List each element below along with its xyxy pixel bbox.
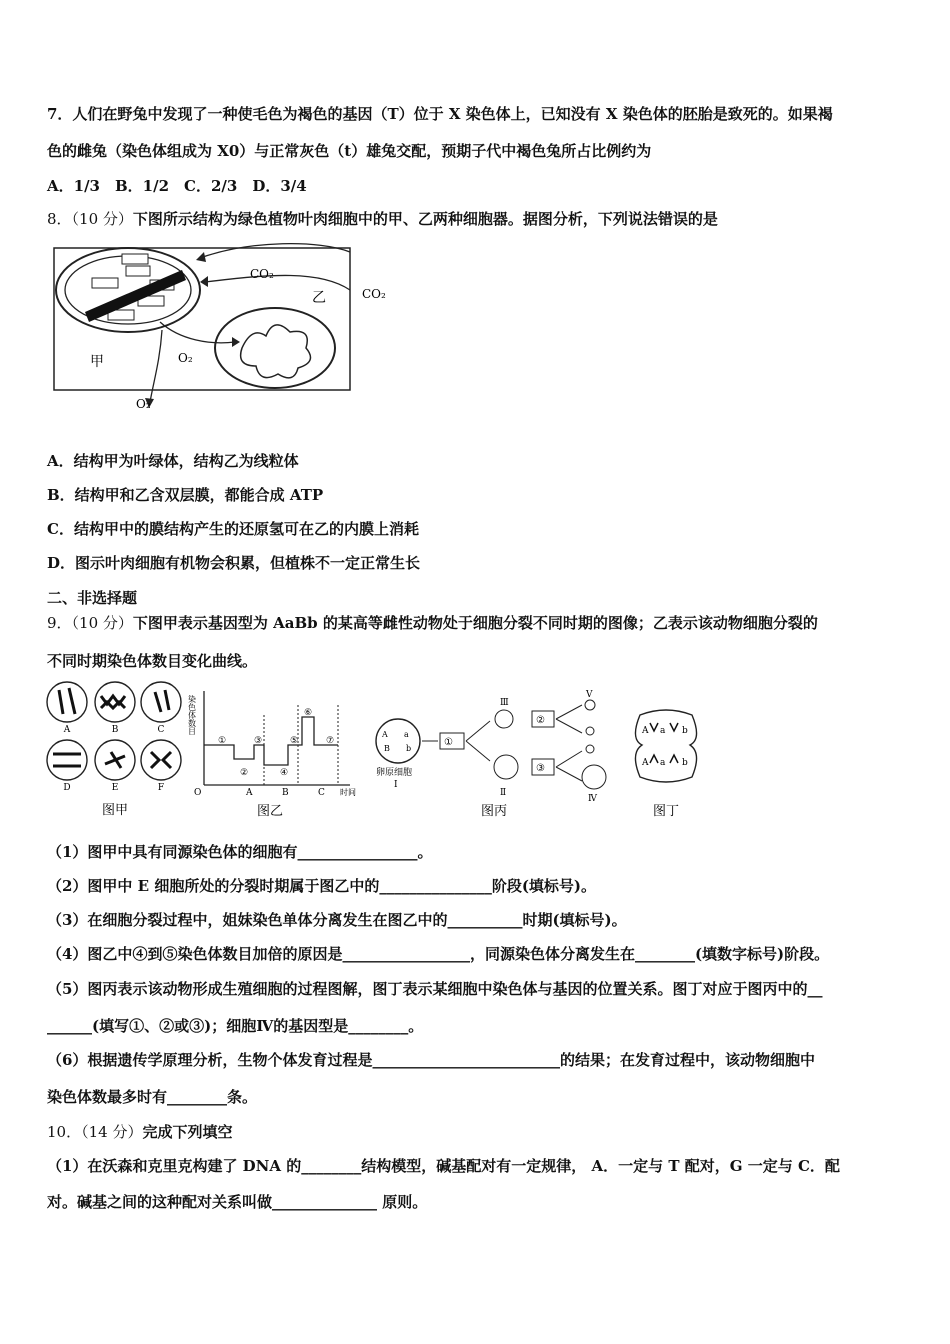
stage-1: ①	[218, 736, 227, 746]
origin-label: O	[194, 788, 202, 798]
numeral-III: Ⅲ	[500, 698, 509, 708]
q10-stem	[47, 1121, 232, 1142]
fig-yi	[187, 685, 370, 820]
ding-gene-b1: b	[682, 726, 688, 736]
q9-sub4: （4）图乙中④到⑤染色体数目加倍的原因是_________________，同源染色体分离发生在________(填数字标号)阶段。	[47, 945, 830, 963]
step1-label: ①	[444, 737, 453, 748]
q9-sub5: （5）图丙表示该动物形成生殖细胞的过程图解，图丁表示某细胞中染色体与基因的位置关系。图丁对应于图丙中的__	[47, 980, 823, 998]
o2-arrow-to-mito	[160, 322, 235, 343]
fig-label-jia: 甲	[90, 354, 104, 370]
cell-c	[141, 682, 181, 722]
branch-arrows	[466, 721, 490, 761]
ding-gene-a2: a	[660, 758, 666, 768]
cell-a	[47, 682, 87, 722]
output-arrows	[556, 705, 582, 781]
stage-4: ④	[280, 768, 289, 778]
phase-a: A	[246, 788, 253, 798]
cell-b	[95, 682, 135, 722]
x-label: 时间	[340, 788, 356, 797]
ding-gene-A1: A	[642, 726, 649, 736]
q9-number: 9．（10 分）	[47, 614, 133, 632]
stage-6: ⑥	[304, 708, 313, 718]
label-f: F	[157, 783, 165, 793]
q10-sub1-cont: 对。碱基之间的这种配对关系叫做______________ 原则。	[47, 1193, 428, 1211]
label-a: A	[63, 725, 71, 735]
q9-stem-text: 下图甲表示基因型为 AaBb 的某高等雌性动物处于细胞分裂不同时期的图像；乙表示该动物细胞分裂的	[132, 614, 818, 632]
numeral-V: Ⅴ	[586, 690, 593, 700]
q10-stem-text: 完成下列填空	[142, 1123, 233, 1141]
fig-jia	[45, 680, 185, 820]
phase-b: B	[282, 788, 289, 798]
gene-a: a	[404, 730, 409, 739]
q8-number: 8．（10 分）	[47, 210, 133, 228]
cell-V	[585, 700, 595, 710]
mitochondrion-cristae	[241, 325, 311, 378]
label-d: D	[63, 783, 71, 793]
q10-number: 10．（14 分）	[47, 1123, 143, 1141]
o2-arrow-out	[150, 330, 162, 402]
q8-stem	[47, 208, 718, 229]
stage-3: ③	[254, 736, 263, 746]
gene-A: A	[382, 730, 388, 739]
phase-c: C	[318, 788, 325, 798]
numeral-IV: Ⅳ	[588, 794, 597, 804]
fig-ding	[630, 705, 705, 820]
caption-yi: 图乙	[256, 804, 284, 819]
caption-jia: 图甲	[101, 803, 129, 818]
y-label: 染色体数目	[187, 695, 197, 735]
label-c: C	[157, 725, 165, 735]
q8-option-b: B．结构甲和乙含双层膜，都能合成 ATP	[47, 486, 324, 504]
cell-III	[495, 710, 513, 728]
q7-line2: 色的雌兔（染色体组成为 X0）与正常灰色（t）雄兔交配，预期子代中褐色兔所占比例约为	[47, 142, 652, 160]
q7-line1: 7．人们在野兔中发现了一种使毛色为褐色的基因（T）位于 X 染色体上，已知没有 X 染色体的胚胎是致死的。如果褐	[47, 105, 833, 123]
gene-B: B	[384, 744, 390, 753]
stage-5: ⑤	[290, 736, 299, 746]
q9-sub2: （2）图甲中 E 细胞所处的分裂时期属于图乙中的_______________阶段(填标号)。	[47, 877, 597, 895]
label-e: E	[111, 783, 119, 793]
numeral-I: Ⅰ	[394, 780, 398, 790]
q10-sub1: （1）在沃森和克里克构建了 DNA 的________结构模型，碱基配对有一定规律， A．一定与 T 配对，G 一定与 C．配	[47, 1157, 840, 1175]
co2-arrowhead-1	[196, 252, 206, 262]
q8-organelle-figure	[50, 240, 400, 415]
q8-option-d: D．图示叶肉细胞有机物会积累，但植株不一定正常生长	[47, 554, 421, 572]
co2-arrowhead-2	[200, 276, 208, 287]
stage-2: ②	[240, 768, 249, 778]
co2-arrow-1	[200, 244, 350, 258]
q7-options: A．1/3 B．1/2 C．2/3 D．3/4	[47, 177, 307, 195]
q9-sub5-cont: ______(填写①、②或③)；细胞Ⅳ的基因型是________。	[47, 1017, 424, 1035]
q9-sub6-cont: 染色体数最多时有________条。	[47, 1088, 258, 1106]
co2-arrow-2	[205, 275, 350, 290]
step3-label: ③	[536, 763, 545, 774]
label-b: B	[111, 725, 119, 735]
q9-sub3: （3）在细胞分裂过程中，姐妹染色单体分离发生在图乙中的__________时期(填标号)。	[47, 911, 627, 929]
fig-label-co2-2: CO₂	[362, 287, 386, 301]
q9-sub6: （6）根据遗传学原理分析，生物个体发育过程是_________________________的结果；在发育过程中，该动物细胞中	[47, 1051, 815, 1069]
dividing-cell	[635, 710, 696, 782]
caption-ding: 图丁	[652, 804, 680, 819]
o2-arrowhead-to-mito	[232, 337, 240, 347]
cell-IV	[582, 765, 606, 789]
caption-bing: 图丙	[480, 804, 508, 819]
q9-stem-line1	[47, 612, 818, 633]
polar-body-2	[586, 745, 594, 753]
q8-stem-text: 下图所示结构为绿色植物叶肉细胞中的甲、乙两种细胞器。据图分析，下列说法错误的是	[132, 210, 718, 228]
cell-II	[494, 755, 518, 779]
ding-gene-a1: a	[660, 726, 666, 736]
cell-d	[47, 740, 87, 780]
fig-label-o2-2: O₂	[136, 397, 151, 411]
fig-label-yi: 乙	[312, 290, 326, 306]
oogonium-cell	[376, 719, 420, 763]
ding-gene-b2: b	[682, 758, 688, 768]
numeral-II: Ⅱ	[500, 788, 507, 798]
fig-bing	[372, 685, 627, 820]
gene-b: b	[406, 744, 412, 753]
fig-label-o2-1: O₂	[178, 351, 193, 365]
ding-gene-A2: A	[642, 758, 649, 768]
q8-option-a: A．结构甲为叶绿体，结构乙为线粒体	[47, 452, 299, 470]
q9-stem-line2: 不同时期染色体数目变化曲线。	[47, 652, 258, 670]
fig-label-co2-1: CO₂	[250, 267, 274, 281]
section-heading: 二、非选择题	[47, 589, 138, 607]
oogonium-label: 卵原细胞	[376, 768, 413, 778]
q8-option-c: C．结构甲中的膜结构产生的还原氢可在乙的内膜上消耗	[47, 520, 419, 538]
q9-sub1: （1）图甲中具有同源染色体的细胞有________________。	[47, 843, 433, 861]
step2-label: ②	[536, 715, 545, 726]
stage-7: ⑦	[326, 736, 335, 746]
polar-body-1	[586, 727, 594, 735]
